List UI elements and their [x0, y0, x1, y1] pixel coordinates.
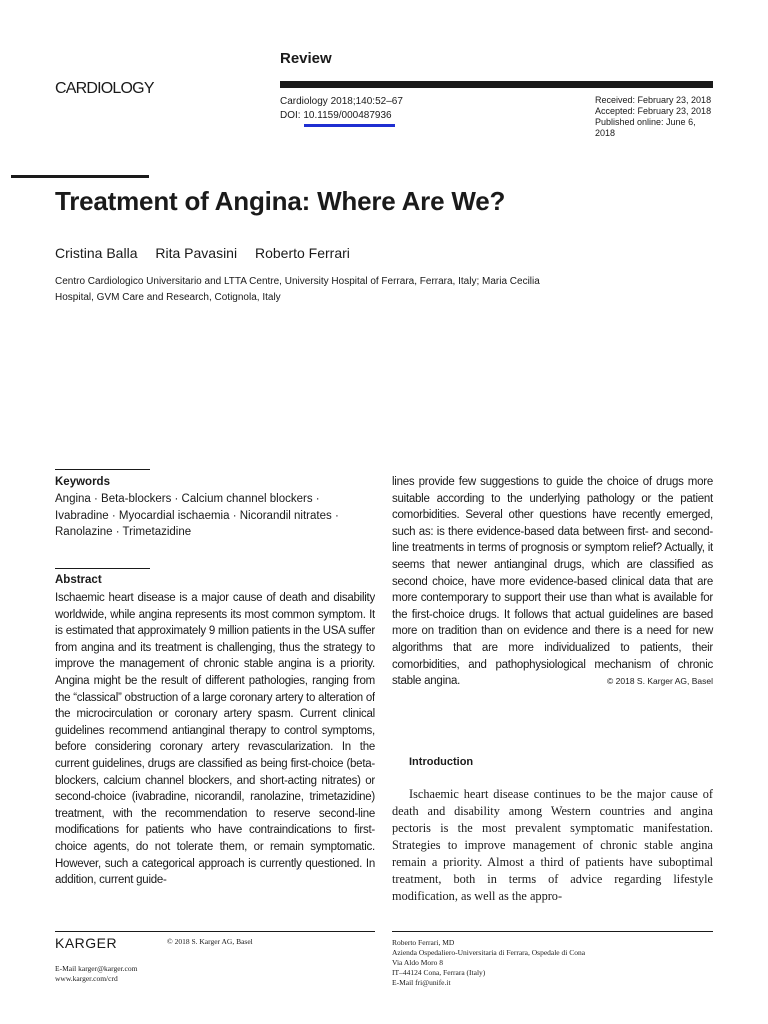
author-list — [55, 245, 364, 261]
received-date: Received: February 23, 2018 — [595, 95, 712, 105]
publisher-email: E-Mail karger@karger.com — [55, 964, 138, 973]
keywords-heading: Keywords — [55, 476, 110, 488]
author-name: Rita Pavasini — [155, 245, 238, 261]
publisher-website: www.karger.com/crd — [55, 974, 118, 983]
doi-label: DOI: — [280, 110, 301, 121]
introduction-text-block — [392, 786, 713, 906]
publisher-logo: KARGER — [55, 935, 118, 951]
footer-copyright: © 2018 S. Karger AG, Basel — [167, 937, 253, 946]
introduction-heading: Introduction — [409, 756, 474, 768]
doi-link-underline — [304, 124, 395, 127]
correspondence-line: Roberto Ferrari, MD — [392, 938, 455, 947]
correspondence-block — [392, 938, 585, 988]
abstract-heading: Abstract — [55, 574, 102, 586]
abstract-continuation — [392, 474, 713, 690]
keywords-rule — [55, 469, 150, 470]
footer-rule-right — [392, 931, 713, 932]
doi-link[interactable]: 10.1159/000487936 — [303, 110, 392, 121]
title-rule — [11, 175, 149, 178]
correspondence-line: Via Aldo Moro 8 — [392, 958, 444, 967]
keywords-text: Angina · Beta-blockers · Calcium channel blockers · Ivabradine · Myocardial ischaemia · Nicorandil nitrates · Ranolazine · Trimetazidine — [55, 493, 339, 538]
author-name: Roberto Ferrari — [254, 245, 350, 261]
affiliation: Centro Cardiologico Universitario and LTTA Centre, University Hospital of Ferrara, Ferrara, Italy; Maria Cecilia Hospital, GVM Care and Research, Cotignola, Italy — [55, 276, 540, 303]
header-bar — [280, 81, 713, 88]
introduction-text: Ischaemic heart disease continues to be the major cause of death and disability among Western countries and angina pectoris is the most prevalent symptomatic manifestation. Strategies to improve management of chronic stable angina remain a priority. Almost a third of patients have suboptimal treatment, both in terms of advice regarding lifestyle modification, as well as the appro- — [392, 787, 713, 903]
citation: Cardiology 2018;140:52–67 — [280, 96, 403, 107]
article-dates — [595, 95, 713, 139]
footer-rule-left — [55, 931, 375, 932]
correspondence-line: Azienda Ospedaliero-Universitaria di Ferrara, Ospedale di Cona — [392, 948, 586, 957]
correspondence-line: IT–44124 Cona, Ferrara (Italy) — [392, 968, 486, 977]
abstract-copyright: © 2018 S. Karger AG, Basel — [607, 676, 713, 687]
doi-row — [280, 109, 403, 123]
correspondence-line: E-Mail fri@unife.it — [392, 978, 451, 987]
journal-logo: CARDIOLOGY — [55, 80, 154, 97]
article-title: Treatment of Angina: Where Are We? — [55, 186, 506, 216]
published-date: Published online: June 6, 2018 — [595, 117, 696, 138]
accepted-date: Accepted: February 23, 2018 — [595, 106, 712, 116]
abstract-text-part1: Ischaemic heart disease is a major cause of death and disability worldwide, while angina represents its most common symptom. It is estimated that approximately 9 million patients in the USA suffer from angina and its treatment is challenging, thus the strategy to improve the management of chronic stable angina is a priority. Angina might be the result of different pathologies, ranging from the “classical” obstruction of a large coronary artery to alteration of the microcirculation or coronary artery spasm. Current clinical guidelines recommend antianginal therapy to control symptoms, before considering coronary artery revascularization. In the current guidelines, drugs are classified as being first-choice (beta-blockers, calcium channel blockers, and short-acting nitrates) or second-choice (ivabradine, nicorandil, ranolazine, trimetazidine) treatment, with the recommendation to reserve second-line modifications for patients who have contraindications to first-choice agents, do not tolerate them, or remain symptomatic. However, such a categorical approach is currently questioned. In addition, current guide- — [55, 592, 375, 887]
section-label: Review — [280, 50, 332, 67]
abstract-rule — [55, 568, 150, 569]
author-name: Cristina Balla — [55, 245, 138, 261]
abstract-text-part2: lines provide few suggestions to guide the choice of drugs more suitable according to the underlying pathology or the patient comorbidities. Several other questions have recently emerged, such as: is there evidence-based data between first- and second-line treatments in terms of prognosis or symptom relief? Actually, it seems that newer antianginal drugs, which are classified as second choice, have more evidence-based clinical data that are more contemporary to support their use than what is available for the first-choice drugs. It follows that actual guidelines are based more on tradition than on evidence and there is a need for new algorithms that are more individualized to patients, their comorbidities, and pathophysiological mechanism of chronic stable angina. — [392, 476, 713, 688]
publisher-contact — [55, 964, 137, 984]
citation-block — [280, 95, 403, 123]
